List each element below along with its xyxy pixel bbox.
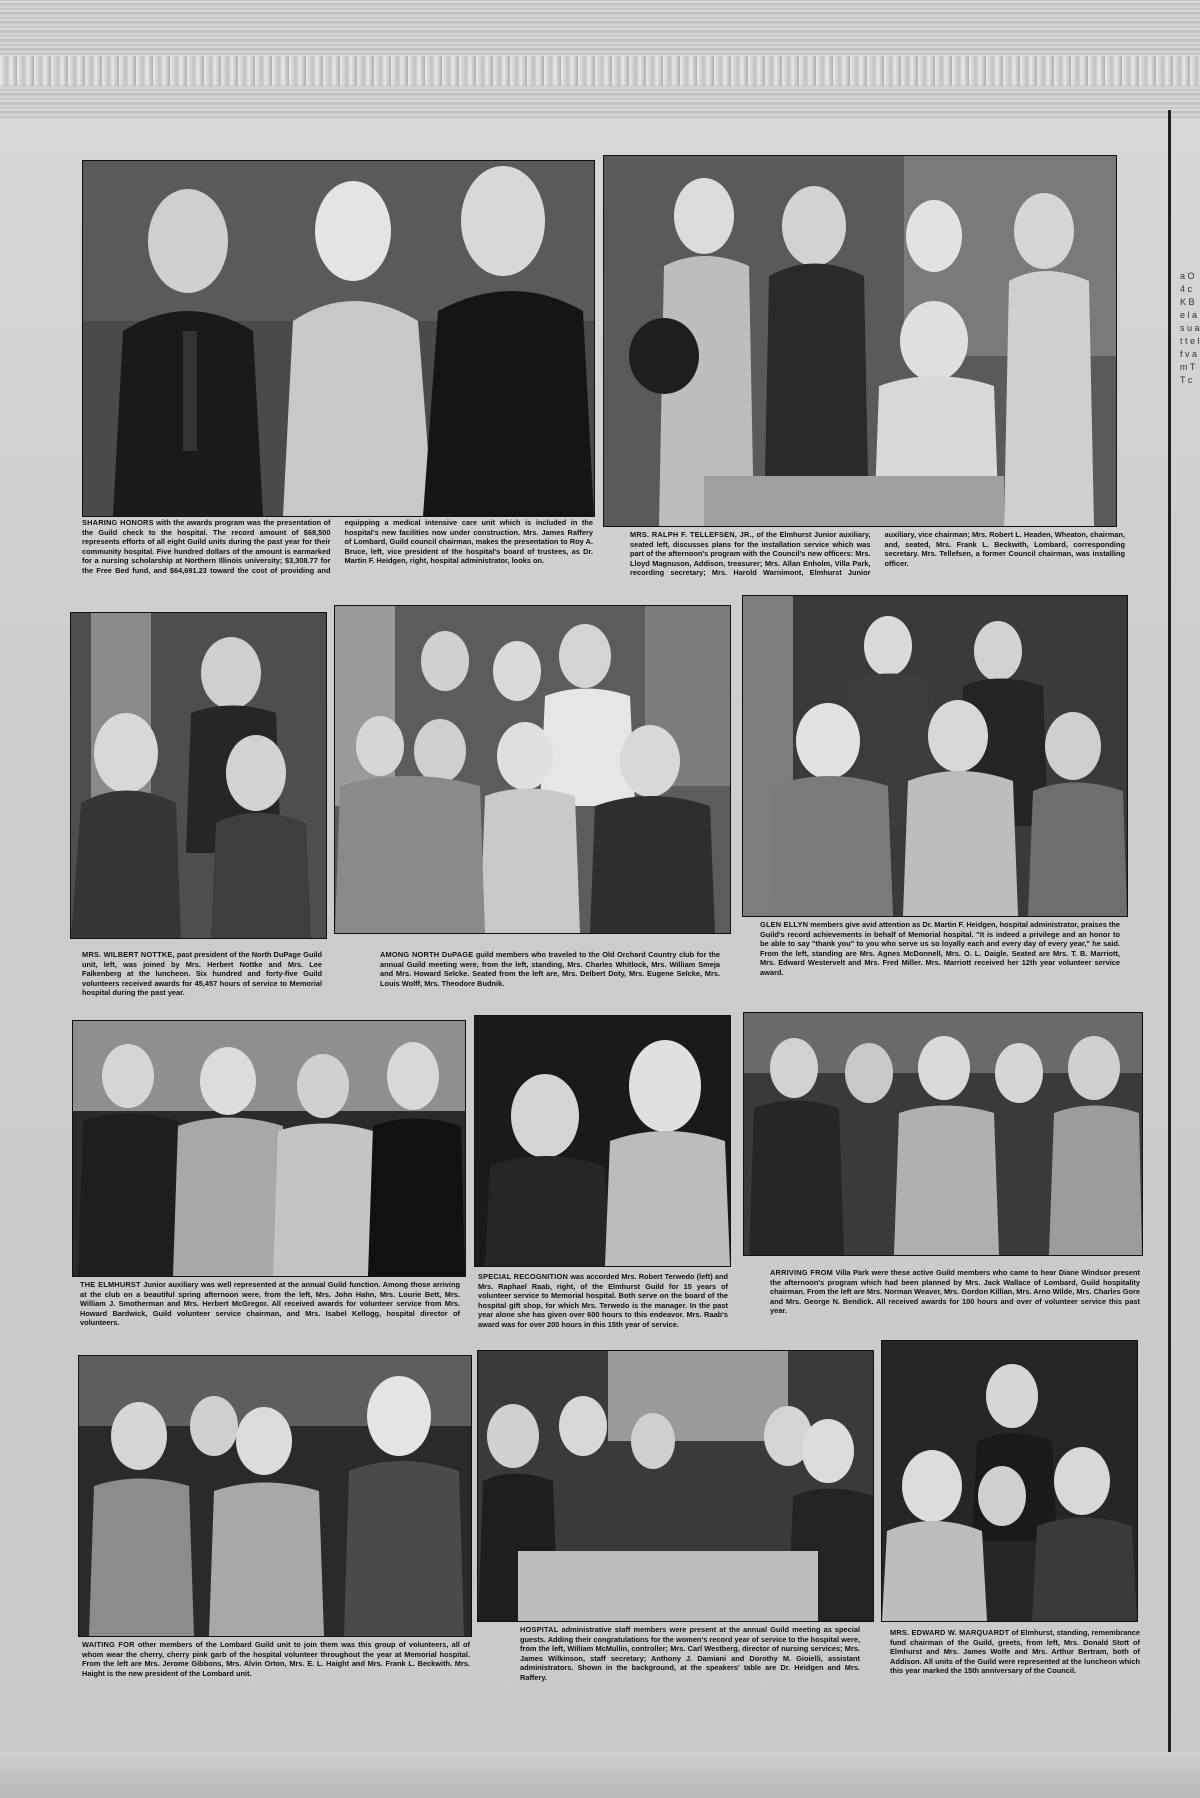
photo-villa-park (743, 1012, 1143, 1256)
caption-nottke: MRS. WILBERT NOTTKE, past president of the North DuPage Guild unit, left, was joined by Mrs. Herbert Nottke and Mrs. Lee Falkenberg at the luncheon. Six hundred and forty-five Guild volunteers received awards for 45,457 hours of service to Memorial hospital during the past year. (82, 950, 322, 998)
photo-lombard-waiting (78, 1355, 472, 1637)
caption-north-dupage: AMONG NORTH DuPAGE guild members who traveled to the Old Orchard Country club for the annual Guild meeting were, from the left, standing, Mrs. Charles Whitlock, Mrs. William Smeja and Mrs. Howard Selcke. Seated from the left are, Mrs. Delbert Doty, Mrs. Eugene Selcke, Mrs. Louis Wolff, Mrs. Theodore Budnik. (380, 950, 720, 988)
photo-hospital-staff (477, 1350, 874, 1622)
caption-hospital-staff: HOSPITAL administrative staff members were present at the annual Guild meeting as special guests. Adding their congratulations for the women's record year of service to the hospital were, from the left, William McMullin, controller; Mrs. Carl Westberg, director of nursing services; Mrs. James Wilkinson, staff secretary; Anthony J. Damiani and Dorothy M. Gioielli, assistant administrators. Shown in the background, at the speakers' table are Dr. Heidgen and Mrs. Raffery. (520, 1625, 860, 1682)
photo-glen-ellyn (742, 595, 1128, 917)
caption-special-recognition: SPECIAL RECOGNITION was accorded Mrs. Robert Terwedo (left) and Mrs. Raphael Raab, right, of the Elmhurst Guild for 15 years of volunteer service to Memorial hospital. Both serve on the board of the hospital gift shop, for which Mrs. Terwedo is the manager. In the past year alone she has given over 600 hours to this endeavor. Mrs. Raab's award was for over 200 hours in this 15th year of service. (478, 1272, 728, 1329)
caption-marquardt: MRS. EDWARD W. MARQUARDT of Elmhurst, standing, remembrance fund chairman of the Guild, greets, from left, Mrs. Donald Stott of Elmhurst and Mrs. James Wolfe and Mrs. Arthur Bertram, both of Addison. All units of the Guild were represented at the luncheon which this year marked the 15th anniversary of the Council. (890, 1628, 1140, 1676)
caption-lombard-waiting: WAITING FOR other members of the Lombard Guild unit to join them was this group of volunteers, all of whom wear the cherry, cherry pink garb of the hospital volunteer throughout the year at Memorial hospital. From the left are Mrs. Jerome Gibbons, Mrs. Alvin Orton, Mrs. E. L. Haight and Mrs. Frank L. Beckwith. Mrs. Haight is the new president of the Lombard unit. (82, 1640, 470, 1678)
caption-elmhurst-junior: THE ELMHURST Junior auxiliary was well represented at the annual Guild function. Among those arriving at the club on a beautiful spring afternoon were, from the left, Mrs. John Hahn, Mrs. Lourie Bett, Mrs. William J. Smotherman and Mrs. Herbert McGregor. All received awards for volunteer service from Mrs. Howard Bardwick, Guild volunteer service chairman, and Mrs. Isabel Kellogg, hospital director of volunteers. (80, 1280, 460, 1328)
column-rule (1168, 110, 1171, 1798)
caption-tellefsen-officers: MRS. RALPH F. TELLEFSEN, JR., of the Elmhurst Junior auxiliary, seated left, discusses plans for the installation service which was part of the afternoon's program with the Council's new officers: Mrs. Lloyd Magnuson, Addison, treasurer; Mrs. Allan Enholm, Villa Park, recording secretary; Mrs. Harold Warnimont, Elmhurst Junior auxiliary, vice chairman; Mrs. Robert L. Headen, Wheaton, chairman, and, seated, Mrs. Frank L. Beckwith, Lombard, corresponding secretary. Mrs. Tellefsen, a former Council chairman, was installing officer. (630, 530, 1125, 578)
photo-special-recognition (474, 1015, 731, 1267)
caption-villa-park: ARRIVING FROM Villa Park were these active Guild members who came to hear Diane Windsor present the afternoon's program which had been planned by Mrs. Jack Wallace of Lombard, Guild hospitality chairman. From the left are Mrs. Norman Weaver, Mrs. Gordon Killian, Mrs. Arno Wilde, Mrs. Charles Gore and Mrs. George N. Bendick. All received awards for 100 hours and over of volunteer service this past year. (770, 1268, 1140, 1316)
photo-tellefsen-officers (603, 155, 1117, 527)
photo-elmhurst-junior (72, 1020, 466, 1277)
photo-nottke (70, 612, 327, 939)
photo-sharing-honors (82, 160, 595, 517)
scan-bottom-edge (0, 1752, 1200, 1798)
photo-marquardt (881, 1340, 1138, 1622)
scan-top-noise (0, 56, 1200, 86)
caption-glen-ellyn: GLEN ELLYN members give avid attention as Dr. Martin F. Heidgen, hospital administrator, praises the Guild's record achievements in behalf of Memorial hospital. "It is indeed a privilege and an honor to be able to say "thank you" to you who serve us so loyally each and every day of every year," he said. From the left, standing are Mrs. Agnes McDonnell, Mrs. O. L. Daigle. Seated are Mrs. T. B. Marriott, Mrs. Edward Westervelt and Mrs. Fred Miller. Mrs. Marriott received her 12th year volunteer service award. (760, 920, 1120, 977)
photo-north-dupage (334, 605, 731, 934)
caption-sharing-honors: SHARING HONORS with the awards program was the presentation of the Guild check to the hospital. The record amount of $68,500 represents efforts of all eight Guild units during the past year for their community hospital. Five hundred dollars of the amount is earmarked for a nursing scholarship at Northern Illinois university; $3,308.77 for the Free Bed fund, and $64,691.23 toward the cost of providing and equipping a medical intensive care unit which is included in the hospital's new facilities now under construction. Mrs. James Raffery of Lombard, Guild council chairman, makes the presentation to Roy A. Bruce, left, vice president of the hospital's board of trustees, as Dr. Martin F. Heidgen, right, hospital administrator, looks on. (82, 518, 593, 575)
adjacent-column-fragment: a O 4 c K B e l a s u a t t e l f v a m T T c (1180, 271, 1200, 385)
